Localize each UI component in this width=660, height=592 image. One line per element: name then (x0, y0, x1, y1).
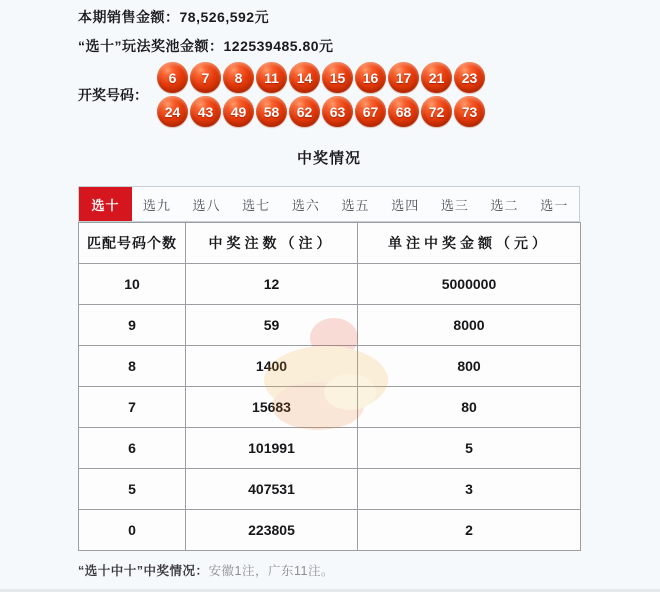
table-cell: 8000 (358, 305, 581, 346)
tab-选四[interactable]: 选四 (391, 197, 420, 213)
table-cell: 7 (79, 387, 186, 428)
sales-amount-text: 本期销售金额：78,526,592元 (78, 9, 270, 25)
prize-table-header (79, 223, 581, 264)
footnote-title: “选十中十”中奖情况： (78, 564, 209, 578)
tab-选九[interactable]: 选九 (142, 197, 171, 213)
table-row (79, 346, 581, 387)
table-cell: 5000000 (358, 264, 581, 305)
table-cell: 6 (79, 428, 186, 469)
table-cell: 59 (186, 305, 358, 346)
column-header: 单注中奖金额（元） (358, 223, 581, 264)
table-row (79, 510, 581, 551)
prize-table-body (79, 264, 581, 551)
prize-table (78, 222, 581, 551)
lottery-ball: 15 (322, 62, 353, 93)
draw-numbers-label: 开奖号码： (78, 86, 148, 103)
tab-选五[interactable]: 选五 (341, 197, 370, 213)
tab-选八[interactable]: 选八 (192, 197, 221, 213)
lottery-ball: 16 (355, 62, 386, 93)
column-header: 匹配号码个数 (79, 223, 186, 264)
table-cell: 9 (79, 305, 186, 346)
lottery-ball: 62 (289, 96, 320, 127)
draw-balls-row-2 (157, 96, 485, 127)
table-cell: 2 (358, 510, 581, 551)
tab-选七[interactable]: 选七 (242, 197, 271, 213)
section-title: 中奖情况 (296, 150, 361, 167)
lottery-ball: 68 (388, 96, 419, 127)
table-cell: 101991 (186, 428, 358, 469)
table-cell: 223805 (186, 510, 358, 551)
footnote-detail: 安徽1注，广东11注。 (208, 564, 334, 578)
table-cell: 15683 (186, 387, 358, 428)
tab-选一[interactable]: 选一 (540, 197, 569, 213)
tab-选二[interactable]: 选二 (490, 197, 519, 213)
lottery-ball: 63 (322, 96, 353, 127)
table-cell: 10 (79, 264, 186, 305)
lottery-ball: 8 (223, 62, 254, 93)
lottery-ball: 17 (388, 62, 419, 93)
table-cell: 0 (79, 510, 186, 551)
lottery-ball: 49 (223, 96, 254, 127)
table-cell: 800 (358, 346, 581, 387)
table-cell: 1400 (186, 346, 358, 387)
lottery-ball: 6 (157, 62, 188, 93)
lottery-ball: 21 (421, 62, 452, 93)
tab-选十[interactable]: 选十 (79, 187, 132, 221)
play-type-tabs (78, 186, 580, 222)
table-row (79, 264, 581, 305)
lottery-ball: 58 (256, 96, 287, 127)
lottery-ball: 7 (190, 62, 221, 93)
lottery-ball: 24 (157, 96, 188, 127)
table-cell: 80 (358, 387, 581, 428)
lottery-ball: 67 (355, 96, 386, 127)
tab-选三[interactable]: 选三 (440, 197, 469, 213)
table-cell: 3 (358, 469, 581, 510)
table-row (79, 428, 581, 469)
lottery-ball: 72 (421, 96, 452, 127)
draw-numbers-section (78, 62, 485, 127)
table-row (79, 387, 581, 428)
table-cell: 5 (79, 469, 186, 510)
draw-balls-row-1 (157, 62, 485, 93)
footnote (78, 561, 334, 579)
tab-选六[interactable]: 选六 (291, 197, 320, 213)
lottery-ball: 43 (190, 96, 221, 127)
table-cell: 8 (79, 346, 186, 387)
pool-amount-text: “选十”玩法奖池金额：122539485.80元 (78, 38, 334, 54)
lottery-ball: 23 (454, 62, 485, 93)
table-row (79, 469, 581, 510)
table-row (79, 305, 581, 346)
lottery-ball: 11 (256, 62, 287, 93)
table-cell: 5 (358, 428, 581, 469)
column-header: 中奖注数（注） (186, 223, 358, 264)
table-cell: 12 (186, 264, 358, 305)
lottery-ball: 73 (454, 96, 485, 127)
lottery-ball: 14 (289, 62, 320, 93)
draw-balls (157, 62, 485, 127)
table-cell: 407531 (186, 469, 358, 510)
